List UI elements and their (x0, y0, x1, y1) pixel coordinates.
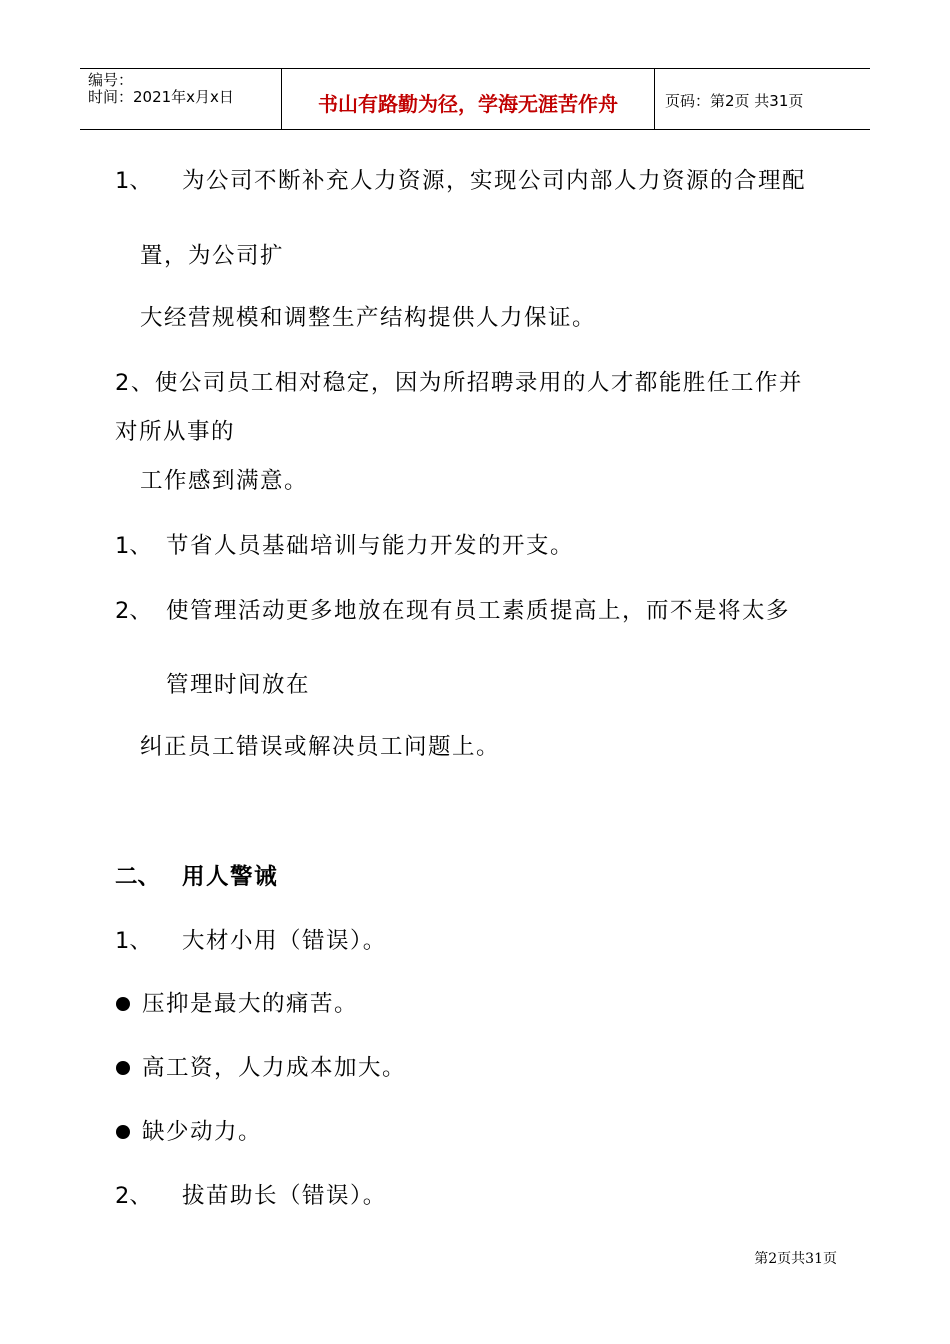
paragraph-line: 为公司不断补充人力资源，实现公司内部人力资源的合理配 (182, 168, 807, 194)
paragraph-line: 对所从事的 (115, 419, 236, 445)
section-title: 用人警诫 (182, 864, 279, 890)
time-label: 时间：2021年x月x日 (88, 88, 234, 106)
page-footer: 第2页共31页 (754, 1251, 837, 1267)
paragraph-line: 置，为公司扩 (140, 243, 285, 269)
item-number: 1、 (115, 533, 152, 559)
paragraph-line: 2、使公司员工相对稳定，因为所招聘录用的人才都能胜任工作并 (115, 370, 803, 396)
paragraph-line: 节省人员基础培训与能力开发的开支。 (166, 533, 575, 559)
item-number: 1、 (115, 168, 152, 194)
header-meta (80, 69, 282, 129)
header-motto: 书山有路勤为径，学海无涯苦作舟 (318, 92, 618, 116)
item-number: 1、 (115, 928, 152, 954)
bullet-icon (116, 997, 130, 1011)
paragraph-line: 大材小用（错误）。 (182, 928, 387, 954)
bullet-icon (116, 1125, 130, 1139)
section-number: 二、 (115, 864, 161, 890)
paragraph-line: 管理时间放在 (166, 672, 311, 698)
page-header (80, 68, 870, 130)
bullet-item: 缺少动力。 (142, 1119, 263, 1145)
paragraph-line: 使管理活动更多地放在现有员工素质提高上，而不是将太多 (166, 598, 791, 624)
bullet-item: 压抑是最大的痛苦。 (142, 991, 359, 1017)
paragraph-line: 大经营规模和调整生产结构提供人力保证。 (140, 305, 597, 331)
paragraph-line: 拔苗助长（错误）。 (182, 1183, 387, 1209)
header-page-info: 页码：第2页 共31页 (665, 92, 804, 110)
header-page-cell (655, 69, 870, 129)
item-number: 2、 (115, 598, 152, 624)
bullet-icon (116, 1061, 130, 1075)
paragraph-line: 工作感到满意。 (140, 468, 309, 494)
paragraph-line: 纠正员工错误或解决员工问题上。 (140, 734, 501, 760)
serial-label: 编号： (88, 71, 134, 89)
bullet-item: 高工资，人力成本加大。 (142, 1055, 407, 1081)
header-motto-cell (282, 69, 655, 129)
item-number: 2、 (115, 1183, 152, 1209)
